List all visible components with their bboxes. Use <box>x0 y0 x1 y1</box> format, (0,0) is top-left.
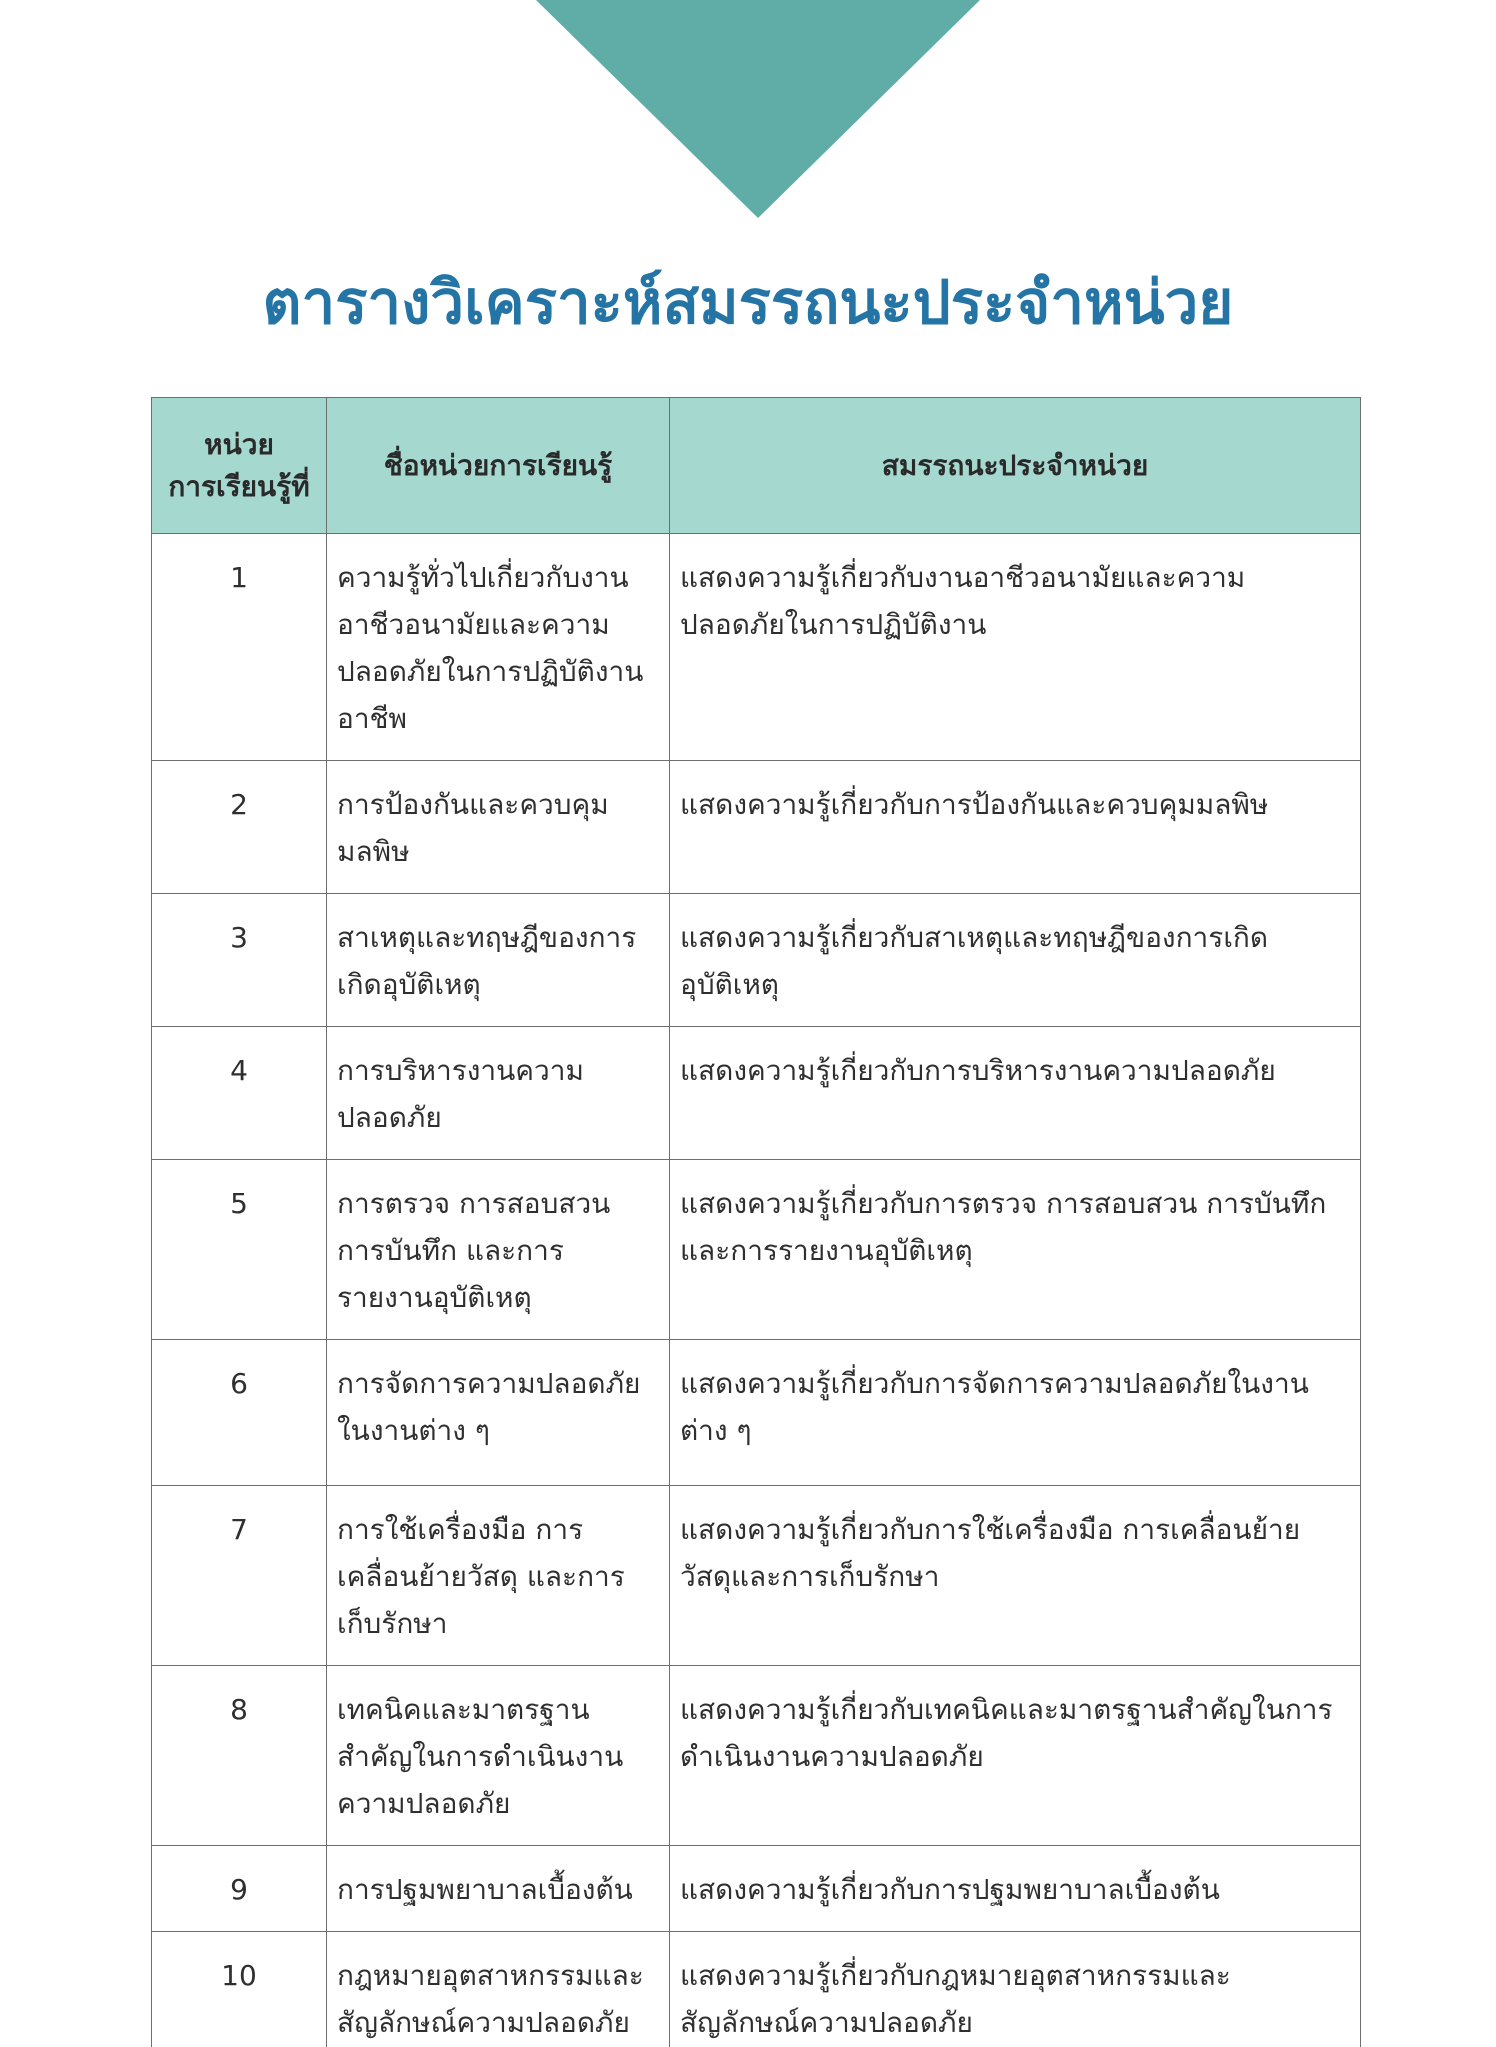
unit-number-cell: 4 <box>152 1027 327 1160</box>
header-unit-number-line1: หน่วย <box>204 427 274 461</box>
competency-cell: แสดงความรู้เกี่ยวกับงานอาชีวอนามัยและความปลอดภัยในการปฏิบัติงาน <box>670 534 1361 761</box>
table-row <box>152 534 1361 761</box>
unit-name-cell: การบริหารงานความปลอดภัย <box>327 1027 670 1160</box>
unit-number-cell: 3 <box>152 894 327 1027</box>
unit-name-cell: สาเหตุและทฤษฎีของการเกิดอุบัติเหตุ <box>327 894 670 1027</box>
table-row <box>152 1486 1361 1666</box>
competency-cell: แสดงความรู้เกี่ยวกับเทคนิคและมาตรฐานสำคัญในการดำเนินงานความปลอดภัย <box>670 1666 1361 1846</box>
header-unit-number-line2: การเรียนรู้ที่ <box>168 469 310 503</box>
competency-cell: แสดงความรู้เกี่ยวกับการปฐมพยาบาลเบื้องต้น <box>670 1846 1361 1932</box>
competency-cell: แสดงความรู้เกี่ยวกับการป้องกันและควบคุมมลพิษ <box>670 761 1361 894</box>
table-row <box>152 761 1361 894</box>
unit-number-cell: 5 <box>152 1160 327 1340</box>
unit-number-cell: 9 <box>152 1846 327 1932</box>
page-title: ตารางวิเคราะห์สมรรถนะประจำหน่วย <box>262 268 1234 338</box>
unit-number-cell: 10 <box>152 1932 327 2047</box>
table-row <box>152 1160 1361 1340</box>
unit-name-cell: เทคนิคและมาตรฐานสำคัญในการดำเนินงานความปลอดภัย <box>327 1666 670 1846</box>
competency-table <box>151 397 1361 2047</box>
table-row <box>152 894 1361 1027</box>
table-row <box>152 1932 1361 2047</box>
unit-name-cell: การปฐมพยาบาลเบื้องต้น <box>327 1846 670 1932</box>
header-unit-number <box>152 398 327 534</box>
unit-number-cell: 6 <box>152 1340 327 1486</box>
unit-name-cell: การตรวจ การสอบสวน การบันทึก และการรายงานอุบัติเหตุ <box>327 1160 670 1340</box>
header-competency: สมรรถนะประจำหน่วย <box>670 398 1361 534</box>
unit-number-cell: 8 <box>152 1666 327 1846</box>
unit-name-cell: การจัดการความปลอดภัยในงานต่าง ๆ <box>327 1340 670 1486</box>
competency-cell: แสดงความรู้เกี่ยวกับการตรวจ การสอบสวน การบันทึกและการรายงานอุบัติเหตุ <box>670 1160 1361 1340</box>
table-row <box>152 1846 1361 1932</box>
table-row <box>152 1340 1361 1486</box>
competency-cell: แสดงความรู้เกี่ยวกับกฎหมายอุตสาหกรรมและสัญลักษณ์ความปลอดภัย <box>670 1932 1361 2047</box>
header-unit-name: ชื่อหน่วยการเรียนรู้ <box>327 398 670 534</box>
competency-cell: แสดงความรู้เกี่ยวกับการใช้เครื่องมือ การเคลื่อนย้ายวัสดุและการเก็บรักษา <box>670 1486 1361 1666</box>
unit-name-cell: การใช้เครื่องมือ การเคลื่อนย้ายวัสดุ และการเก็บรักษา <box>327 1486 670 1666</box>
table-header-row <box>152 398 1361 534</box>
unit-name-cell: ความรู้ทั่วไปเกี่ยวกับงานอาชีวอนามัยและความปลอดภัยในการปฏิบัติงานอาชีพ <box>327 534 670 761</box>
decorative-triangle <box>536 0 980 218</box>
unit-number-cell: 2 <box>152 761 327 894</box>
competency-cell: แสดงความรู้เกี่ยวกับสาเหตุและทฤษฎีของการเกิดอุบัติเหตุ <box>670 894 1361 1027</box>
unit-number-cell: 7 <box>152 1486 327 1666</box>
competency-cell: แสดงความรู้เกี่ยวกับการจัดการความปลอดภัยในงานต่าง ๆ <box>670 1340 1361 1486</box>
unit-number-cell: 1 <box>152 534 327 761</box>
unit-name-cell: กฎหมายอุตสาหกรรมและสัญลักษณ์ความปลอดภัย <box>327 1932 670 2047</box>
table-row <box>152 1666 1361 1846</box>
table-row <box>152 1027 1361 1160</box>
unit-name-cell: การป้องกันและควบคุมมลพิษ <box>327 761 670 894</box>
competency-cell: แสดงความรู้เกี่ยวกับการบริหารงานความปลอดภัย <box>670 1027 1361 1160</box>
